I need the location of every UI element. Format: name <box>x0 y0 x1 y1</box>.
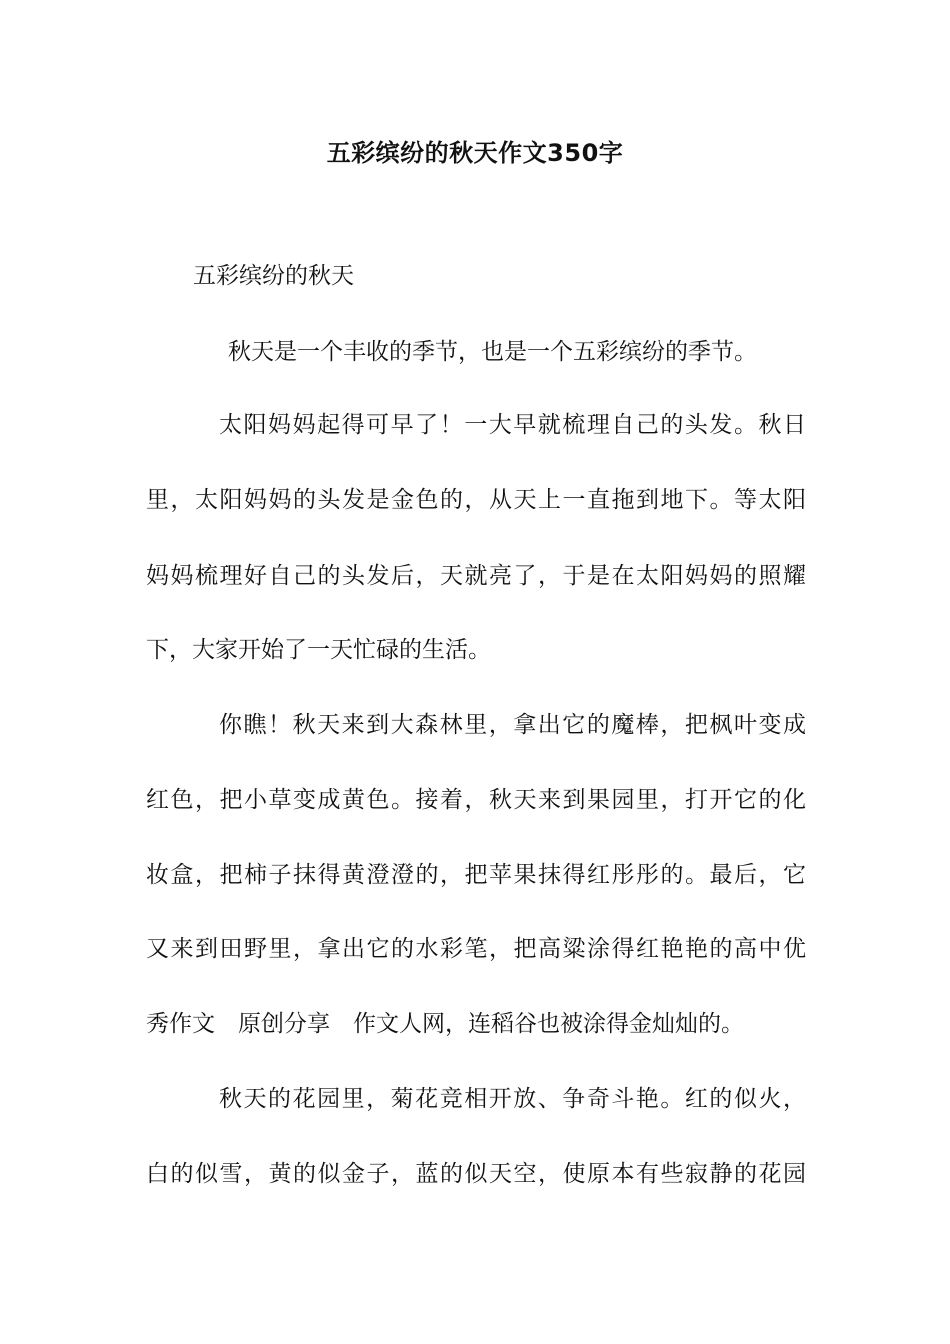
paragraph-2-line-3: 妈妈梳理好自己的头发后，天就亮了，于是在太阳妈妈的照耀 <box>146 563 806 589</box>
paragraph-4-line-2: 白的似雪，黄的似金子，蓝的似天空，使原本有些寂静的花园 <box>146 1161 806 1187</box>
paragraph-3-line-5: 秀作文 原创分享 作文人网，连稻谷也被涂得金灿灿的。 <box>146 1011 744 1037</box>
paragraph-4-line-1: 秋天的花园里，菊花竞相开放、争奇斗艳。红的似火， <box>219 1086 806 1112</box>
paragraph-2-line-4: 下，大家开始了一天忙碌的生活。 <box>146 637 491 663</box>
paragraph-2-line-2: 里，太阳妈妈的头发是金色的，从天上一直拖到地下。等太阳 <box>146 487 806 513</box>
paragraph-3-line-3: 妆盒，把柿子抹得黄澄澄的，把苹果抹得红彤彤的。最后，它 <box>146 862 806 888</box>
document-title: 五彩缤纷的秋天作文350字 <box>326 139 624 167</box>
paragraph-3-line-1: 你瞧！秋天来到大森林里，拿出它的魔棒，把枫叶变成 <box>219 712 806 738</box>
paragraph-3-line-4: 又来到田野里，拿出它的水彩笔，把高粱涂得红艳艳的高中优 <box>146 936 806 962</box>
paragraph-2-line-1: 太阳妈妈起得可早了！一大早就梳理自己的头发。秋日 <box>219 412 806 438</box>
paragraph-3-line-2: 红色，把小草变成黄色。接着，秋天来到果园里，打开它的化 <box>146 787 806 813</box>
paragraph-1-line-1: 秋天是一个丰收的季节，也是一个五彩缤纷的季节。 <box>228 339 757 365</box>
essay-subtitle: 五彩缤纷的秋天 <box>193 263 354 289</box>
